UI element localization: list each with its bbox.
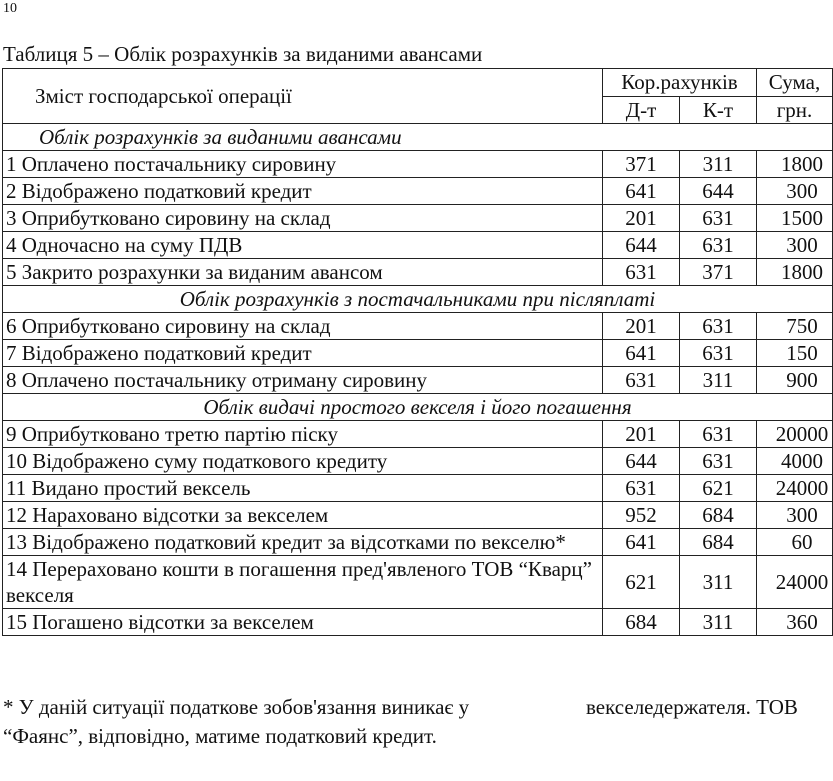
sum-cell: 900 [757, 367, 833, 394]
operation-cell: 14 Перераховано кошти в погашення пред'явленого ТОВ “Кварц” векселя [3, 556, 603, 609]
debit-cell: 631 [603, 367, 680, 394]
credit-cell: 631 [680, 421, 757, 448]
sum-cell: 150 [757, 340, 833, 367]
debit-cell: 201 [603, 421, 680, 448]
table-row [3, 448, 833, 475]
table-row [3, 178, 833, 205]
page-number: 10 [3, 1, 17, 16]
table-row [3, 556, 833, 609]
table-row [3, 313, 833, 340]
footnote-line-2: “Фаянс”, відповідно, матиме податковий кредит. [3, 724, 437, 748]
table-row [3, 151, 833, 178]
footnote-line-1-end: векселедержателя. ТОВ [586, 695, 798, 719]
sum-cell: 360 [757, 609, 833, 636]
operation-cell: 6 Оприбутковано сировину на склад [3, 313, 603, 340]
table-row [3, 502, 833, 529]
sum-cell: 60 [757, 529, 833, 556]
debit-cell: 631 [603, 259, 680, 286]
debit-cell: 641 [603, 178, 680, 205]
section-row [3, 286, 833, 313]
sum-cell: 1800 [757, 259, 833, 286]
debit-cell: 371 [603, 151, 680, 178]
credit-cell: 631 [680, 448, 757, 475]
debit-cell: 621 [603, 556, 680, 609]
section-title: Облік розрахунків з постачальниками при післяплаті [3, 286, 833, 313]
credit-cell: 311 [680, 151, 757, 178]
sum-cell: 300 [757, 502, 833, 529]
operation-cell: 4 Одночасно на суму ПДВ [3, 232, 603, 259]
debit-cell: 641 [603, 340, 680, 367]
sum-cell: 300 [757, 178, 833, 205]
table-row [3, 421, 833, 448]
sum-cell: 20000 [757, 421, 833, 448]
debit-cell: 641 [603, 529, 680, 556]
credit-cell: 631 [680, 205, 757, 232]
sum-cell: 4000 [757, 448, 833, 475]
section-row [3, 124, 833, 151]
table-row [3, 232, 833, 259]
credit-cell: 684 [680, 529, 757, 556]
footnote-line-1-start: * У даній ситуації податкове зобов'язання виникає у [3, 695, 470, 719]
table-row [3, 259, 833, 286]
operation-cell: 15 Погашено відсотки за векселем [3, 609, 603, 636]
section-row [3, 394, 833, 421]
debit-cell: 201 [603, 205, 680, 232]
credit-cell: 631 [680, 232, 757, 259]
table-row [3, 340, 833, 367]
debit-cell: 644 [603, 448, 680, 475]
operation-cell: 3 Оприбутковано сировину на склад [3, 205, 603, 232]
sum-cell: 300 [757, 232, 833, 259]
sum-cell: 750 [757, 313, 833, 340]
operation-cell: 7 Відображено податковий кредит [3, 340, 603, 367]
credit-cell: 631 [680, 313, 757, 340]
section-title: Облік розрахунків за виданими авансами [3, 124, 833, 151]
table-caption: Таблиця 5 – Облік розрахунків за виданими авансами [3, 42, 483, 66]
credit-cell: 631 [680, 340, 757, 367]
section-title: Облік видачі простого векселя і його погашення [3, 394, 833, 421]
table-row [3, 475, 833, 502]
debit-cell: 684 [603, 609, 680, 636]
credit-cell: 621 [680, 475, 757, 502]
header-debit: Д-т [603, 96, 680, 124]
debit-cell: 644 [603, 232, 680, 259]
header-sum-unit: грн. [757, 96, 833, 124]
credit-cell: 311 [680, 556, 757, 609]
sum-cell: 1800 [757, 151, 833, 178]
credit-cell: 371 [680, 259, 757, 286]
operation-cell: 10 Відображено суму податкового кредиту [3, 448, 603, 475]
table-row [3, 529, 833, 556]
accounting-table [2, 68, 833, 636]
credit-cell: 311 [680, 609, 757, 636]
debit-cell: 952 [603, 502, 680, 529]
footnote [3, 693, 798, 751]
header-credit: К-т [680, 96, 757, 124]
sum-cell: 24000 [757, 556, 833, 609]
operation-cell: 12 Нараховано відсотки за векселем [3, 502, 603, 529]
operation-cell: 1 Оплачено постачальнику сировину [3, 151, 603, 178]
credit-cell: 684 [680, 502, 757, 529]
table-row [3, 205, 833, 232]
credit-cell: 644 [680, 178, 757, 205]
header-accounts: Кор.рахунків [603, 69, 757, 97]
operation-cell: 8 Оплачено постачальнику отриману сировину [3, 367, 603, 394]
table-row [3, 367, 833, 394]
header-sum: Сума, [757, 69, 833, 97]
operation-cell: 11 Видано простий вексель [3, 475, 603, 502]
credit-cell: 311 [680, 367, 757, 394]
debit-cell: 631 [603, 475, 680, 502]
operation-cell: 5 Закрито розрахунки за виданим авансом [3, 259, 603, 286]
header-operation: Зміст господарської операції [3, 69, 603, 124]
sum-cell: 24000 [757, 475, 833, 502]
operation-cell: 9 Оприбутковано третю партію піску [3, 421, 603, 448]
operation-cell: 13 Відображено податковий кредит за відсотками по векселю* [3, 529, 603, 556]
sum-cell: 1500 [757, 205, 833, 232]
operation-cell: 2 Відображено податковий кредит [3, 178, 603, 205]
footnote-line-1 [3, 693, 798, 722]
table-row [3, 609, 833, 636]
debit-cell: 201 [603, 313, 680, 340]
